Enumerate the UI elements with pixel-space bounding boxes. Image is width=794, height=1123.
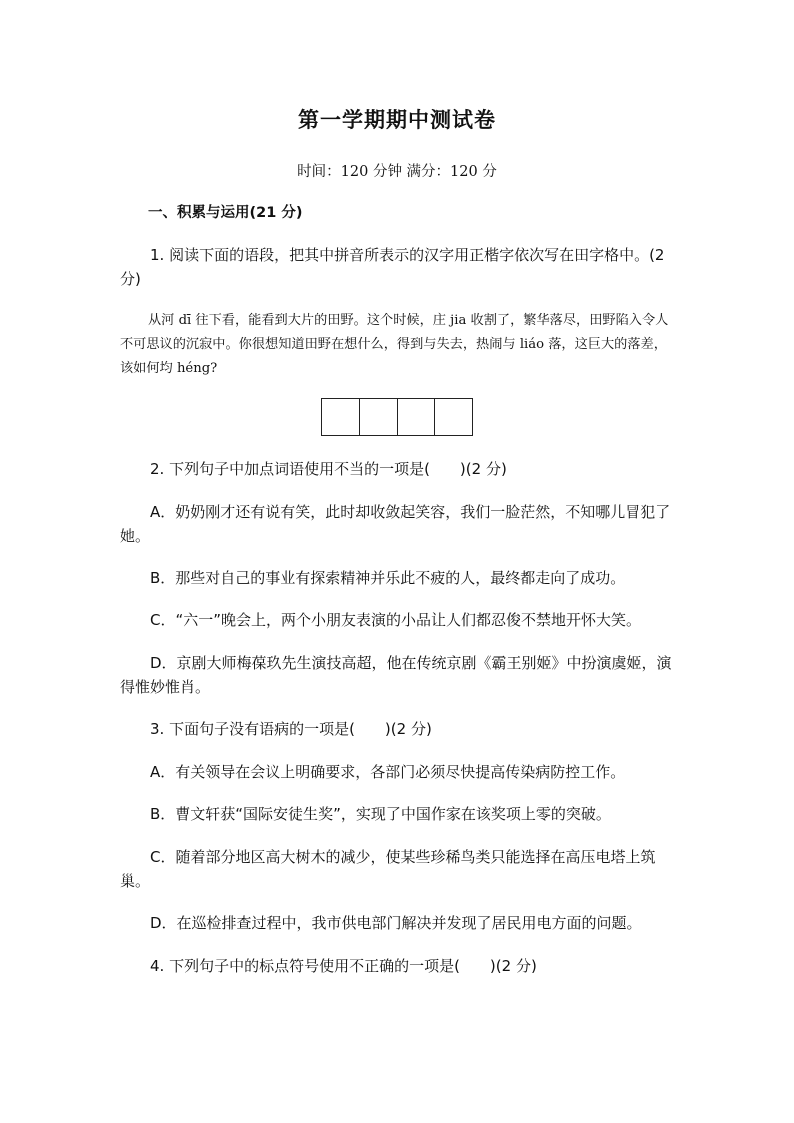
- answer-cell[interactable]: [398, 399, 436, 435]
- q3-option-d: D．在巡检排查过程中，我市供电部门解决并发现了居民用电方面的问题。: [150, 914, 642, 932]
- q2-option-a: A．奶奶刚才还有说有笑，此时却收敛起笑容，我们一脸茫然，不知哪儿冒犯了她。: [120, 503, 671, 545]
- exam-meta: 时间：120 分钟 满分：120 分: [297, 164, 497, 180]
- q3-option-a: A．有关领导在会议上明确要求，各部门必须尽快提高传染病防控工作。: [150, 763, 626, 781]
- q3-option-b: B．曹文轩获“国际安徒生奖”，实现了中国作家在该奖项上零的突破。: [150, 805, 611, 823]
- q2-option-c: C．“六一”晚会上，两个小朋友表演的小品让人们都忍俊不禁地开怀大笑。: [150, 611, 642, 629]
- q1-passage: 从河 dī 往下看，能看到大片的田野。这个时候，庄 jia 收割了，繁华落尽，田野陷入令人不可思议的沉寂中。你很想知道田野在想什么，得到与失去，热闹与 liáo 落，这巨大的落差，该如何均 héng?: [120, 313, 669, 376]
- q1-stem: 1. 阅读下面的语段，把其中拼音所表示的汉字用正楷字依次写在田字格中。(2 分): [120, 246, 665, 288]
- q4-stem: 4. 下列句子中的标点符号使用不正确的一项是( )(2 分): [150, 957, 537, 975]
- q2-option-b: B．那些对自己的事业有探索精神并乐此不疲的人，最终都走向了成功。: [150, 569, 626, 587]
- answer-cell[interactable]: [322, 399, 360, 435]
- answer-cell[interactable]: [435, 399, 472, 435]
- q2-option-d: D．京剧大师梅葆玖先生演技高超，他在传统京剧《霸王别姬》中扮演虞姬，演得惟妙惟肖。: [120, 654, 672, 696]
- q3-option-c: C．随着部分地区高大树木的减少，使某些珍稀鸟类只能选择在高压电塔上筑巢。: [120, 848, 656, 890]
- answer-grid[interactable]: [321, 398, 473, 436]
- answer-cell[interactable]: [360, 399, 398, 435]
- section-heading: 一、积累与运用(21 分): [148, 205, 303, 221]
- q2-stem: 2. 下列句子中加点词语使用不当的一项是( )(2 分): [150, 460, 507, 478]
- page-title: 第一学期期中测试卷: [298, 107, 496, 132]
- q3-stem: 3. 下面句子没有语病的一项是( )(2 分): [150, 720, 432, 738]
